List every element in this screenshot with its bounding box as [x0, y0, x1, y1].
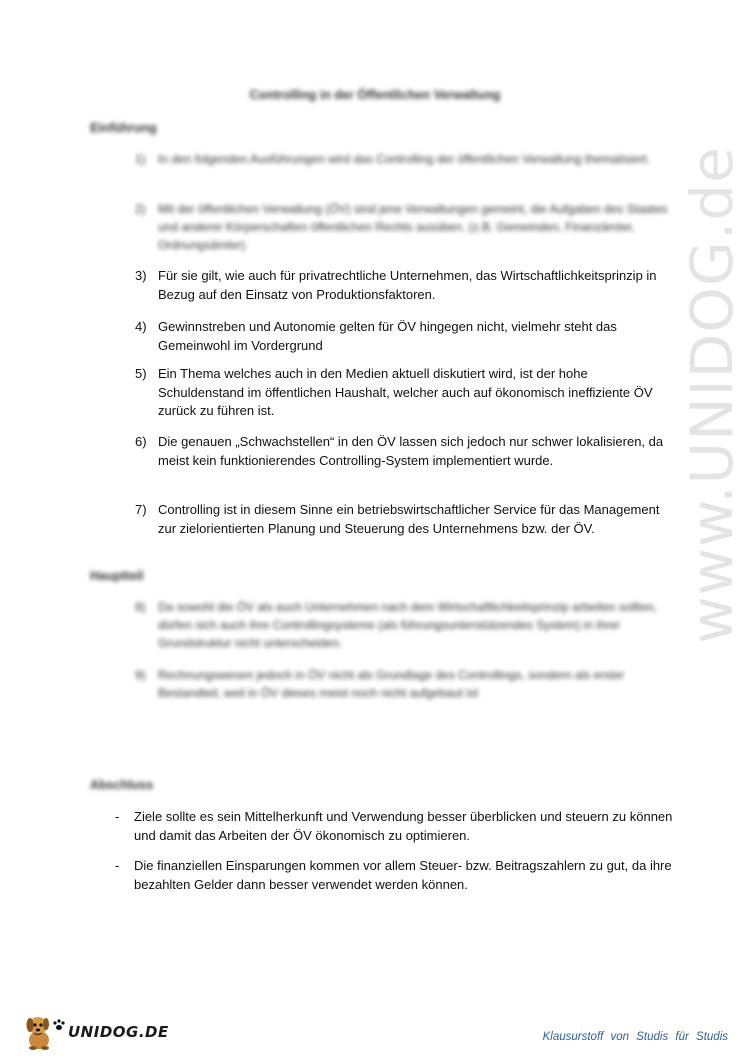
list-item — [135, 501, 675, 538]
watermark: www.UNIDOG.de — [678, 146, 746, 644]
item-text: Für sie gilt, wie auch für privatrechtliche Unternehmen, das Wirtschaftlichkeitsprinzip in Bezug auf den Einsatz von Produktionsfaktoren. — [158, 268, 657, 302]
logo-text: UNIDOG.DE — [68, 1023, 169, 1041]
list-item — [135, 598, 675, 652]
item-text: Gewinnstreben und Autonomie gelten für ÖV hingegen nicht, vielmehr steht das Gemeinwohl im Vordergrund — [158, 319, 617, 353]
item-text: Ein Thema welches auch in den Medien aktuell diskutiert wird, ist der hohe Schuldenstand im öffentlichen Haushalt, welcher auch auf ökonomisch ineffiziente ÖV zurück zu führen ist. — [158, 366, 653, 418]
item-text: Controlling ist in diesem Sinne ein betriebswirtschaftlicher Service für das Management zur zielorientierten Planung und Steuerung des Unternehmens bzw. der ÖV. — [158, 502, 660, 536]
section-heading-intro: Einführung — [90, 121, 157, 135]
list-item — [135, 365, 675, 421]
bullet-dash: - — [115, 858, 120, 873]
footer-slogan: Klausurstoff von Studis für Studis — [542, 1031, 728, 1043]
item-text: In den folgenden Ausführungen wird das Controlling der öffentlichen Verwaltung thematisiert. — [158, 152, 651, 166]
section-heading-main: Hauptteil — [90, 569, 144, 583]
dog-mascot-icon — [22, 1013, 54, 1051]
bullet-item — [115, 857, 675, 894]
bullet-dash: - — [115, 809, 120, 824]
item-number: 5) — [135, 366, 147, 381]
item-number: 9) — [135, 668, 146, 682]
bullet-item — [115, 808, 675, 845]
item-number: 1) — [135, 152, 146, 166]
document-title: Controlling in der Öffentlichen Verwaltung — [249, 88, 501, 102]
list-item — [135, 150, 675, 168]
item-number: 3) — [135, 268, 147, 283]
list-item — [135, 666, 675, 702]
section-heading-conclusion: Abschluss — [90, 778, 154, 792]
item-text: Mit der öffentlichen Verwaltung (ÖV) sind jene Verwaltungen gemeint, die Aufgaben des Staates und anderer Körperschaften öffentlichen Rechts ausüben. (z.B. Gemeinden, Finanzämter, Ordnungsämter) — [158, 202, 668, 252]
paw-icon — [52, 1019, 66, 1031]
bullet-text: Ziele sollte es sein Mittelherkunft und Verwendung besser überblicken und steuern zu können und damit das Arbeiten der ÖV ökonomisch zu optimieren. — [134, 809, 673, 843]
item-number: 7) — [135, 502, 147, 517]
item-text: Rechnungswesen jedoch in ÖV nicht als Grundlage des Controllings, sondern als erster Bestandteil, weil in ÖV dieses meist noch nicht aufgebaut ist — [158, 668, 625, 700]
item-number: 8) — [135, 600, 146, 614]
list-item — [135, 433, 675, 470]
list-item — [135, 318, 675, 355]
item-text: Da sowohl die ÖV als auch Unternehmen nach dem Wirtschaftlichkeitsprinzip arbeiten sollten, dürfen sich auch ihre Controllingsysteme (als führungsunterstützendes System) in ihrer Grundstruktur nicht unterscheiden. — [158, 600, 657, 650]
item-number: 6) — [135, 434, 147, 449]
item-number: 4) — [135, 319, 147, 334]
item-text: Die genauen „Schwachstellen“ in den ÖV lassen sich jedoch nur schwer lokalisieren, da meist kein funktionierendes Controlling-System implementiert wurde. — [158, 434, 664, 468]
item-number: 2) — [135, 202, 146, 216]
bullet-text: Die finanziellen Einsparungen kommen vor allem Steuer- bzw. Beitragszahlern zu gut, da ihre bezahlten Gelder dann besser verwendet werden können. — [134, 858, 672, 892]
list-item — [135, 267, 675, 304]
unidog-logo — [22, 1012, 169, 1052]
list-item — [135, 200, 675, 254]
